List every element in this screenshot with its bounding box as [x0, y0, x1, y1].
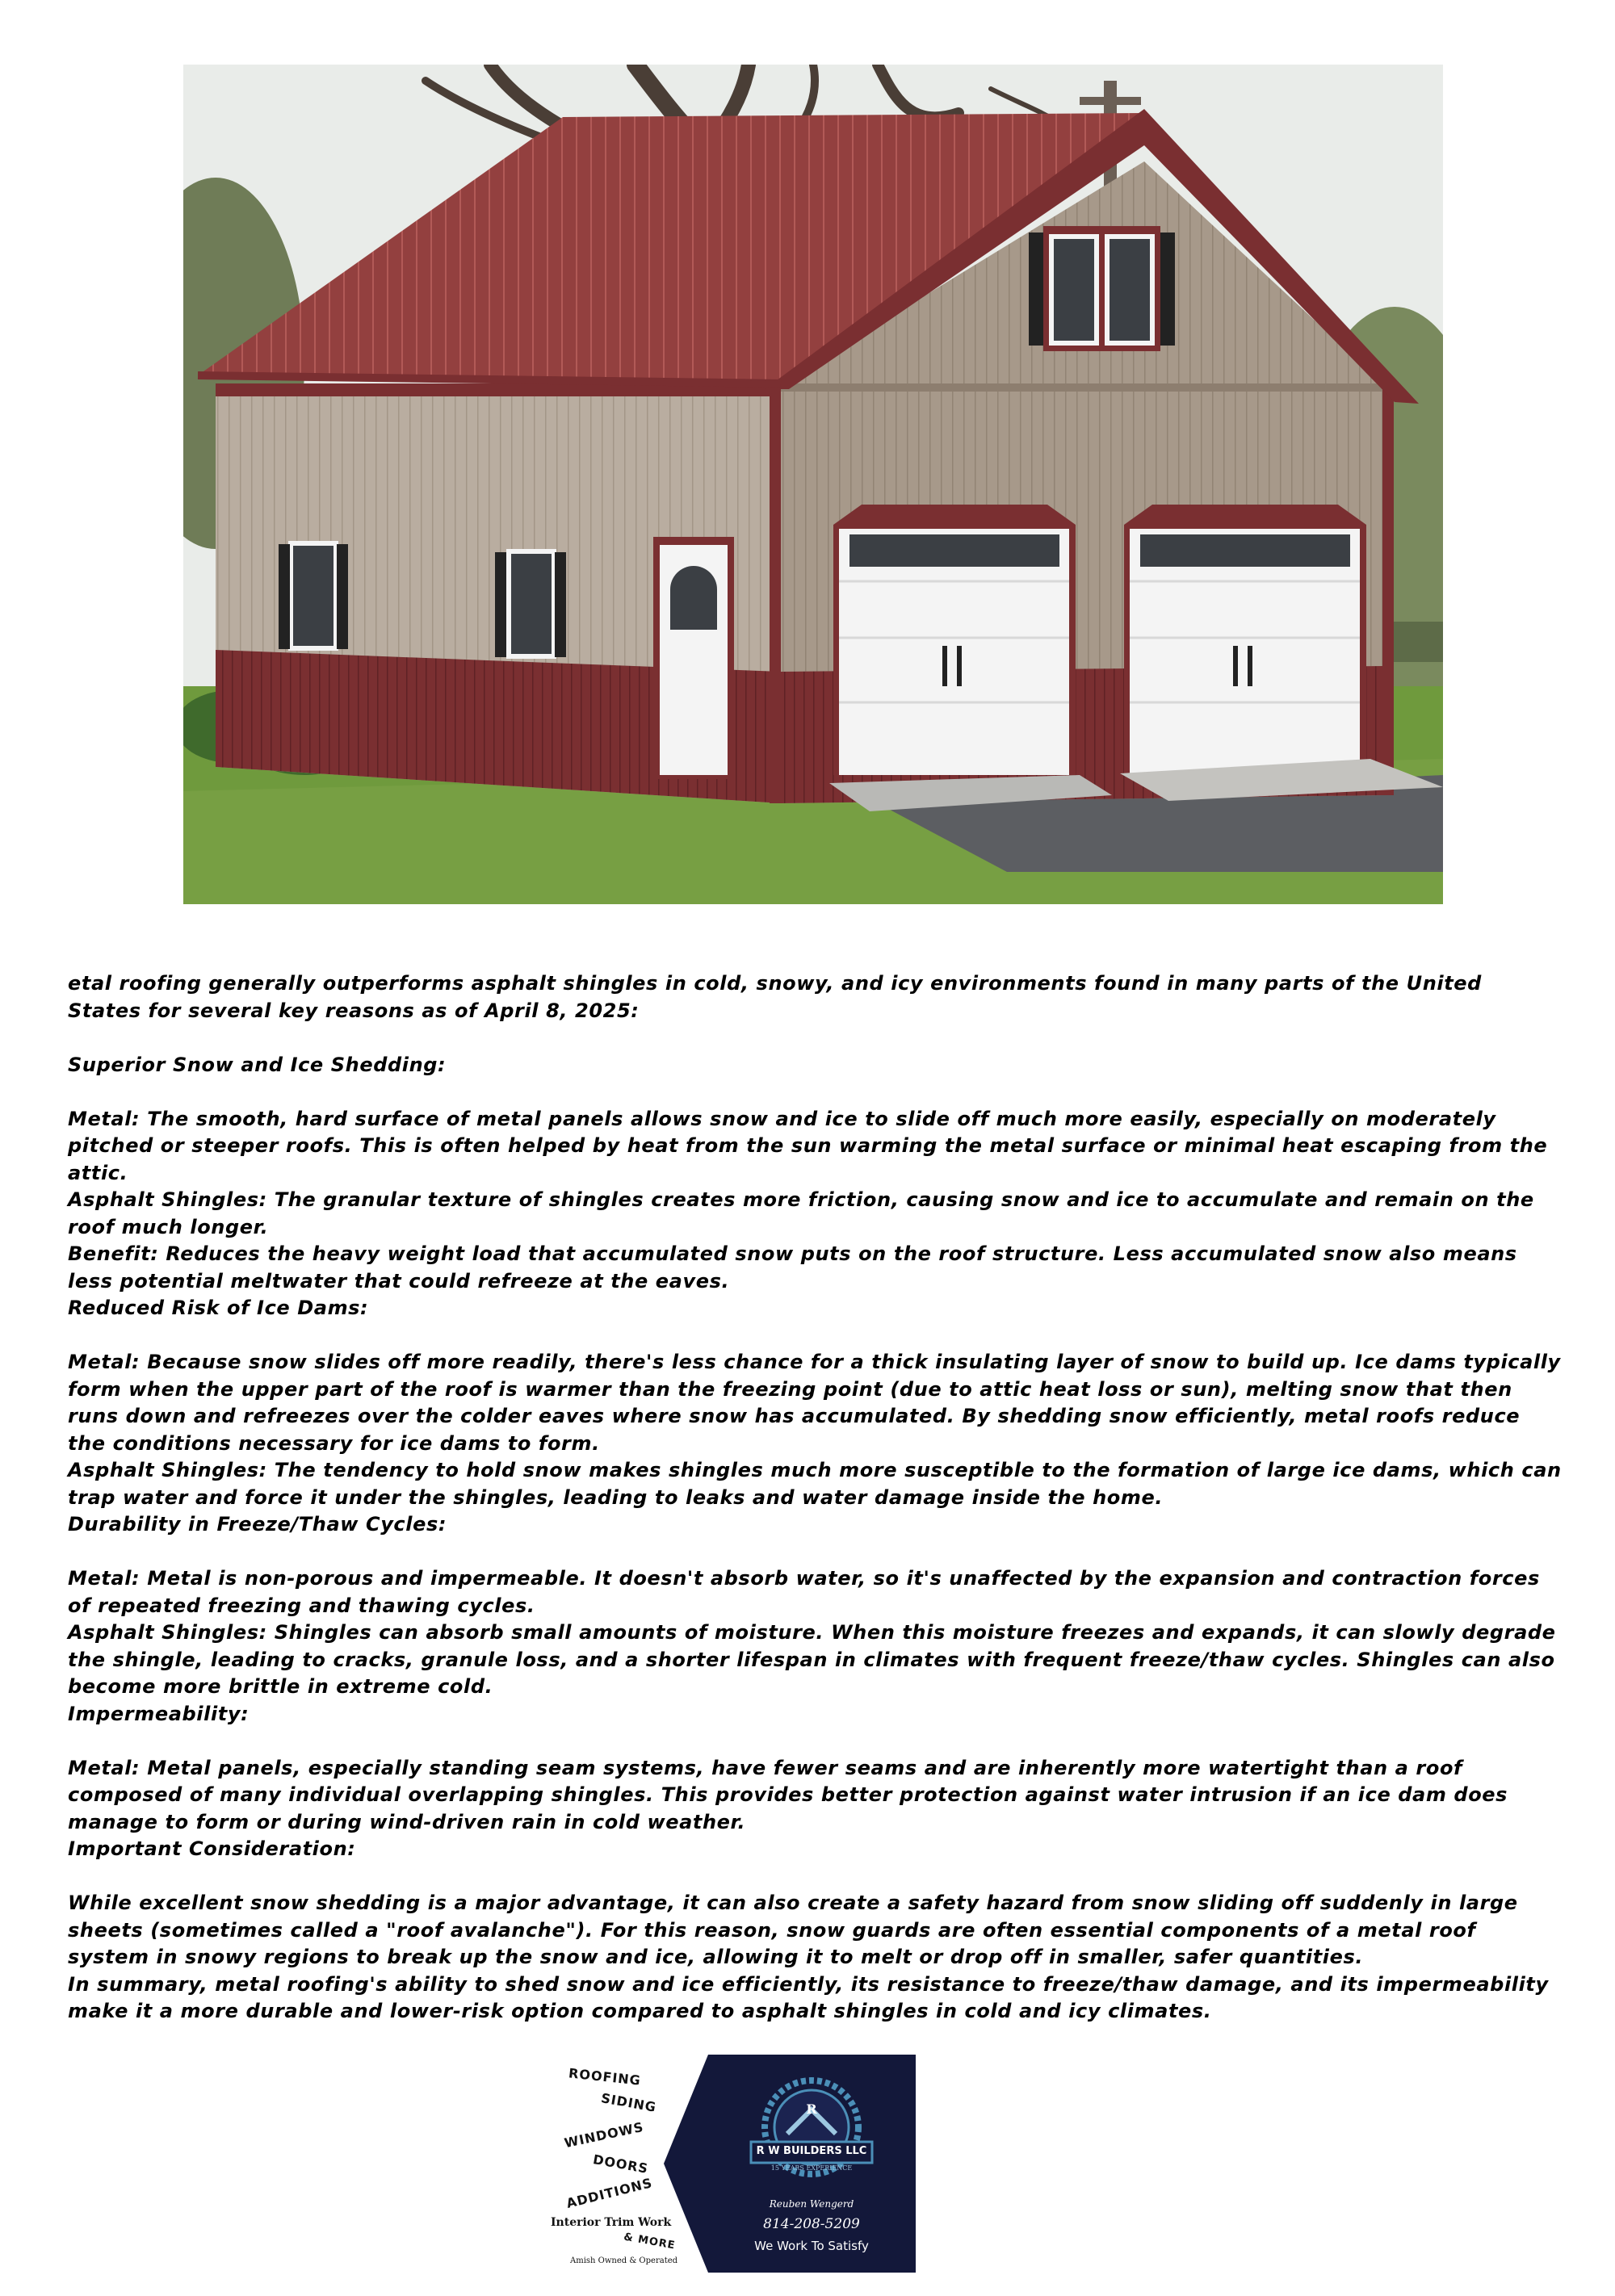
- amish-owned-note: Amish Owned & Operated: [570, 2256, 678, 2265]
- service-interior-trim: Interior Trim Work: [551, 2216, 672, 2229]
- phone-number: 814-208-5209: [763, 2216, 860, 2232]
- rw-builders-logo: [543, 2055, 916, 2273]
- article-paragraph: While excellent snow shedding is a major advantage, it can also create a safety hazard from snow sliding off suddenly in large sheets (sometimes called a "roof avalanche"). For this reason, snow guards are often essential components of a metal roof system in snowy regions to break up the snow and ice, allowing it to melt or drop off in smaller, safer quantities.: [68, 1892, 1525, 1968]
- article-paragraph: etal roofing generally outperforms asphalt shingles in cold, snowy, and icy environments found in many parts of the United States for several key reasons as of April 8, 2025:: [68, 972, 1489, 1022]
- badge-letter: R: [806, 2101, 817, 2117]
- article-paragraph: Metal: Metal is non-porous and impermeable. It doesn't absorb water, so it's unaffected by the expansion and contraction forces of repeated freezing and thawing cycles.: [68, 1567, 1547, 1617]
- owner-name: Reuben Wengerd: [769, 2198, 854, 2210]
- section-heading: Superior Snow and Ice Shedding:: [68, 1053, 447, 1076]
- section-heading: Durability in Freeze/Thaw Cycles:: [68, 1513, 447, 1536]
- article-body: [68, 970, 1569, 2026]
- service-additions: ADDITIONS: [564, 2175, 654, 2211]
- service-doors: DOORS: [591, 2151, 650, 2177]
- article-paragraph: Metal: The smooth, hard surface of metal panels allows snow and ice to slide off much more easily, especially on moderately pitched or steeper roofs. This is often helped by heat from the sun warming the metal surface or minimal heat escaping from the attic.: [68, 1107, 1555, 1184]
- article-paragraph: Asphalt Shingles: The granular texture of shingles creates more friction, causing snow and ice to accumulate and remain on the roof much longer.: [68, 1188, 1542, 1238]
- garage-illustration: [183, 65, 1443, 904]
- garage-door-left: [833, 505, 1076, 775]
- service-more: & MORE: [623, 2231, 677, 2252]
- article-paragraph: Metal: Because snow slides off more readily, there's less chance for a thick insulating layer of snow to build up. Ice dams typically form when the upper part of the roof is warmer than the freezing point (due to attic heat loss or sun), melting snow that then runs down and refreezes over the colder eaves where snow has accumulated. By shedding snow efficiently, metal roofs reduce the conditions necessary for ice dams to form.: [68, 1351, 1568, 1455]
- article-paragraph: Benefit: Reduces the heavy weight load that accumulated snow puts on the roof structure. Less accumulated snow also means less potential meltwater that could refreeze at the eaves.: [68, 1242, 1525, 1293]
- service-siding: SIDING: [599, 2090, 658, 2115]
- section-heading: Impermeability:: [68, 1702, 250, 1725]
- company-name: R W BUILDERS LLC: [756, 2145, 867, 2157]
- section-heading: Reduced Risk of Ice Dams:: [68, 1297, 369, 1319]
- service-roofing: ROOFING: [568, 2065, 642, 2089]
- service-windows: WINDOWS: [563, 2118, 645, 2151]
- article-paragraph: In summary, metal roofing's ability to shed snow and ice efficiently, its resistance to freeze/thaw damage, and its impermeability make it a more durable and lower-risk option compared to asphalt shingles in cold and icy climates.: [68, 1972, 1556, 2022]
- article-paragraph: Asphalt Shingles: Shingles can absorb small amounts of moisture. When this moisture freezes and expands, it can slowly degrade the shingle, leading to cracks, granule loss, and a shorter lifespan in climates with frequent freeze/thaw cycles. Shingles can also become more brittle in extreme cold.: [68, 1621, 1563, 1698]
- garage-door-right: [1124, 505, 1366, 773]
- section-heading: Important Consideration:: [68, 1837, 356, 1860]
- garage-photo: [183, 65, 1443, 904]
- badge-emblem: [735, 2071, 888, 2192]
- article-paragraph: Metal: Metal panels, especially standing seam systems, have fewer seams and are inherently more watertight than a roof composed of many individual overlapping shingles. This provides better protection against water intrusion if an ice dam does manage to form or during wind-driven rain in cold weather.: [68, 1756, 1516, 1833]
- slogan: We Work To Satisfy: [754, 2239, 869, 2253]
- article-paragraph: Asphalt Shingles: The tendency to hold snow makes shingles much more susceptible to the formation of large ice dams, which can trap water and force it under the shingles, leading to leaks and water damage inside the home.: [68, 1459, 1569, 1509]
- experience-label: 15 YEARS EXPERIENCE: [770, 2164, 853, 2172]
